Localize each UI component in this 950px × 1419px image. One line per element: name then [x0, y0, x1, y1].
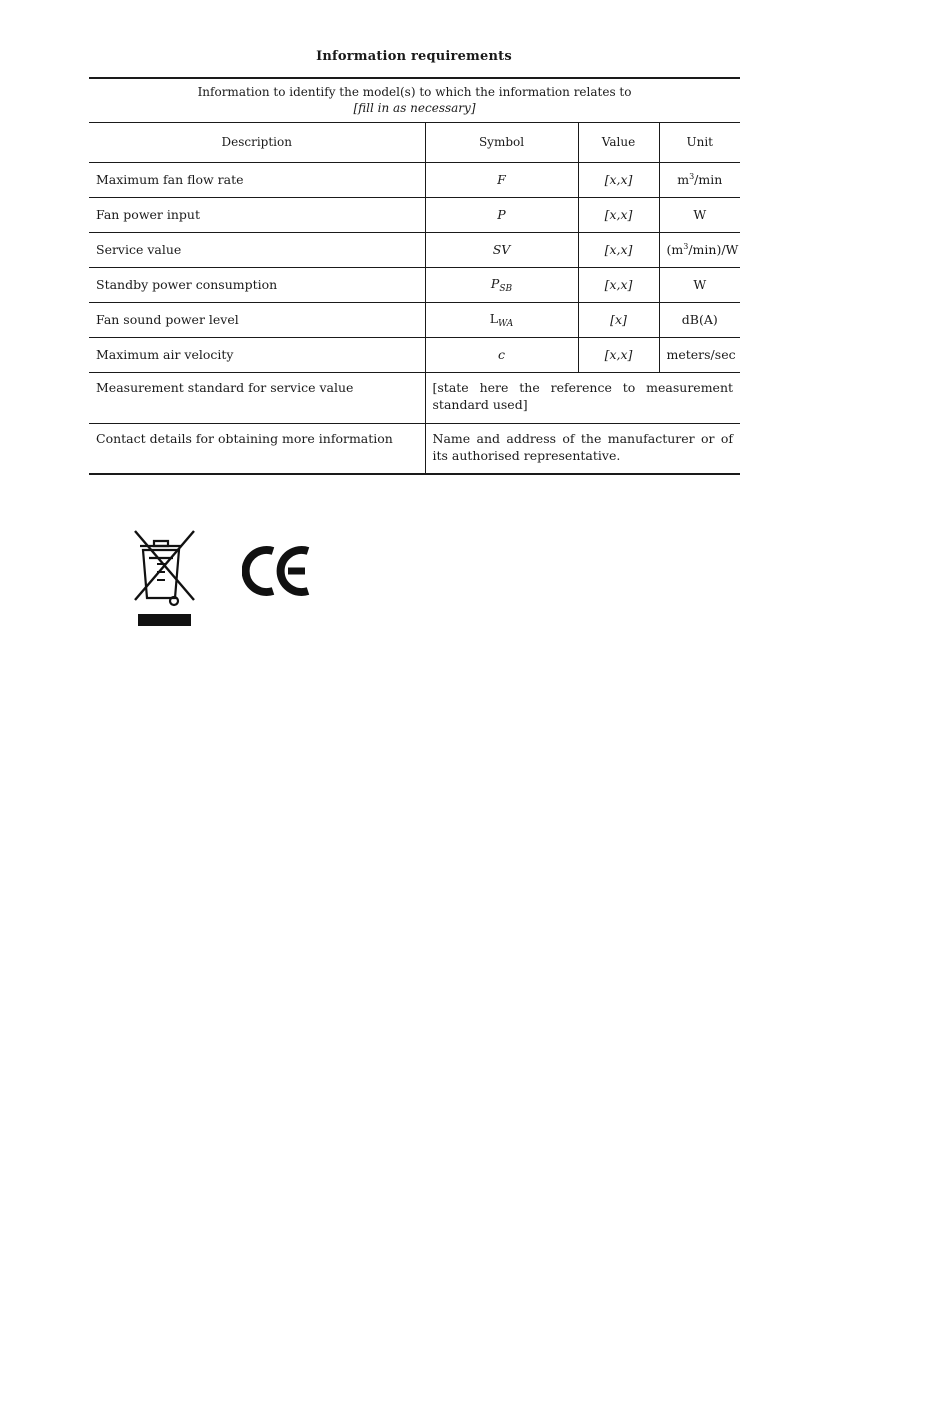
row-unit: meters/sec — [659, 337, 740, 372]
table-row — [89, 267, 740, 302]
symbol-subscript: WA — [498, 318, 514, 329]
row-symbol: SV — [425, 232, 578, 267]
contact-text: Name and address of the manufacturer or of its authorised representative. — [425, 423, 740, 474]
row-value: [x,x] — [578, 267, 659, 302]
row-description: Service value — [89, 232, 425, 267]
symbol-base: P — [490, 275, 500, 291]
unit-base: m — [677, 172, 690, 187]
row-description: Fan sound power level — [89, 302, 425, 337]
row-unit: W — [659, 267, 740, 302]
symbol-base: L — [489, 310, 498, 326]
row-value: [x] — [578, 302, 659, 337]
table-row — [89, 197, 740, 232]
header-unit: Unit — [659, 122, 740, 162]
table-row — [89, 337, 740, 372]
header-description: Description — [89, 122, 425, 162]
row-description: Maximum air velocity — [89, 337, 425, 372]
ce-mark-icon — [242, 544, 314, 598]
row-symbol: F — [425, 162, 578, 197]
row-value: [x,x] — [578, 197, 659, 232]
unit-rest: /min — [694, 172, 723, 187]
information-requirements-table — [89, 77, 740, 475]
row-description: Standby power consumption — [89, 267, 425, 302]
row-symbol — [425, 267, 578, 302]
contact-row — [89, 423, 740, 474]
symbol-subscript: SB — [499, 283, 513, 294]
unit-exponent: 3 — [689, 172, 695, 181]
unit-base: (m — [666, 242, 684, 257]
row-unit: dB(A) — [659, 302, 740, 337]
row-unit — [659, 162, 740, 197]
table-row — [89, 162, 740, 197]
unit-rest: /min)/W — [688, 242, 739, 257]
row-value: [x,x] — [578, 162, 659, 197]
measurement-description: Measurement standard for service value — [89, 372, 425, 423]
row-value: [x,x] — [578, 337, 659, 372]
measurement-row — [89, 372, 740, 423]
measurement-text: [state here the reference to measurement standard used] — [425, 372, 740, 423]
page-title: Information requirements — [316, 49, 512, 64]
table-row — [89, 232, 740, 267]
table-row — [89, 302, 740, 337]
row-symbol — [425, 302, 578, 337]
header-row — [89, 122, 740, 162]
contact-description: Contact details for obtaining more information — [89, 423, 425, 474]
unit-exponent: 3 — [683, 242, 689, 251]
identification-note: [fill in as necessary] — [353, 101, 476, 116]
row-description: Fan power input — [89, 197, 425, 232]
row-symbol: P — [425, 197, 578, 232]
row-unit: W — [659, 197, 740, 232]
row-symbol: c — [425, 337, 578, 372]
identification-text: Information to identify the model(s) to which the information relates to — [197, 85, 632, 100]
identification-row — [89, 78, 740, 122]
row-value: [x,x] — [578, 232, 659, 267]
row-unit — [659, 232, 740, 267]
header-symbol: Symbol — [425, 122, 578, 162]
crossed-out-bin-icon — [130, 528, 200, 632]
row-description: Maximum fan flow rate — [89, 162, 425, 197]
header-value: Value — [578, 122, 659, 162]
identification-cell — [89, 78, 740, 122]
